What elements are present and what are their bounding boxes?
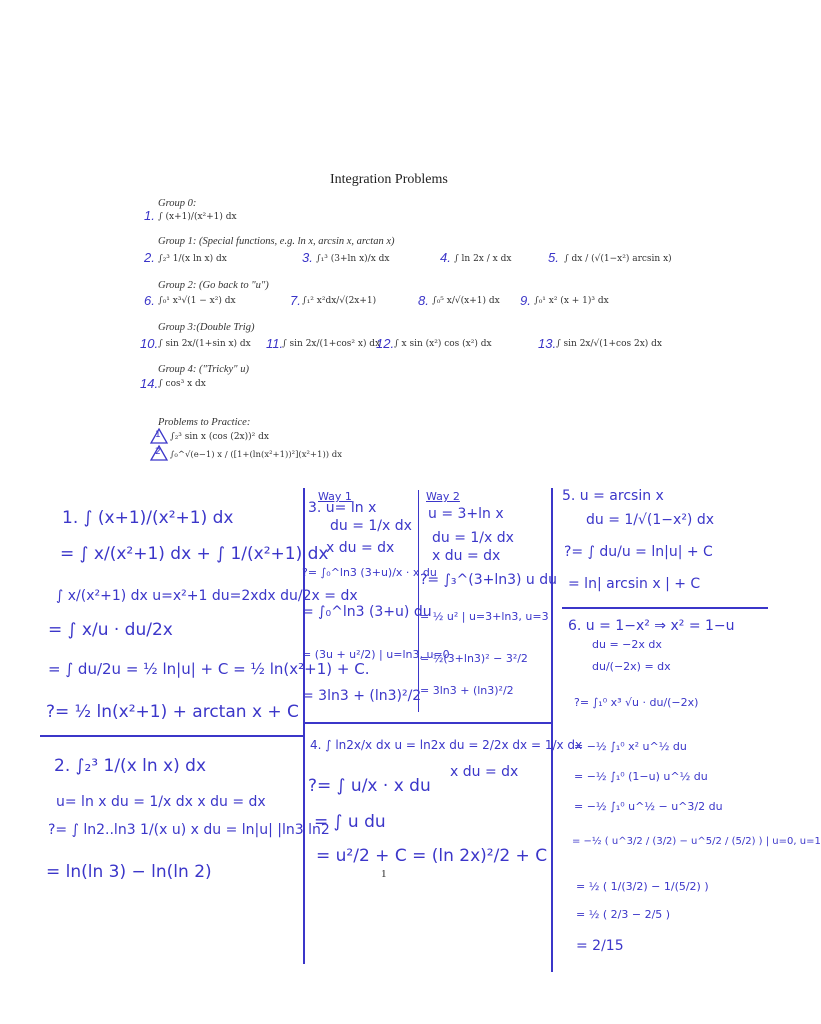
solution-4-line: = ∫ u du <box>314 812 386 832</box>
problem-2-number: 2. <box>144 250 155 265</box>
way-1-label: Way 1 <box>318 490 352 503</box>
solution-4-line: = u²/2 + C = (ln 2x)²/2 + C <box>316 846 548 866</box>
solution-5-line: = ln| arcsin x | + C <box>568 576 701 592</box>
solution-3b-line: x du = dx <box>432 548 501 564</box>
solution-6-line: = −½ ∫₁⁰ (1−u) u^½ du <box>574 770 708 783</box>
solution-3b-line: = ½(3+ln3)² − 3²/2 <box>420 652 528 665</box>
problem-2: ∫₂³ 1/(x ln x) dx <box>158 254 227 264</box>
solution-3b-line: = 3ln3 + (ln3)²/2 <box>420 684 514 697</box>
solution-3b-line: du = 1/x dx <box>432 530 514 546</box>
problem-13-number: 13. <box>538 336 557 351</box>
problem-1-number: 1. <box>144 208 155 223</box>
divider-horizontal-right <box>562 607 768 609</box>
problem-5: ∫ dx / (√(1−x²) arcsin x) <box>564 254 672 264</box>
problem-14: ∫ cos³ x dx <box>158 379 206 389</box>
solution-4-line: ?= ∫ u/x · x du <box>308 776 431 796</box>
solution-3-line: du = 1/x dx <box>330 518 412 534</box>
solution-3-line: = ∫₀^ln3 (3+u) du <box>302 604 432 620</box>
problem-8-number: 8. <box>418 293 429 308</box>
solution-6-line: = ½ ( 1/(3/2) − 1/(5/2) ) <box>576 880 709 893</box>
solution-1-line: = ∫ du/2u = ½ ln|u| + C = ½ ln(x²+1) + C. <box>48 660 370 678</box>
solution-1-line: = ∫ x/u · du/2x <box>48 620 173 640</box>
solution-2-line: 2. ∫₂³ 1/(x ln x) dx <box>54 756 207 776</box>
problem-4-number: 4. <box>440 250 451 265</box>
problem-12-number: 12. <box>376 336 395 351</box>
problem-9-number: 9. <box>520 293 531 308</box>
problem-14-number: 14. <box>140 376 159 391</box>
problem-4: ∫ ln 2x / x dx <box>454 254 512 264</box>
solution-2-line: u= ln x du = 1/x dx x du = dx <box>56 794 266 810</box>
problem-7-number: 7. <box>290 293 301 308</box>
solution-3b-line: u = 3+ln x <box>428 506 504 522</box>
solution-6-line: 6. u = 1−x² ⇒ x² = 1−u <box>568 618 735 634</box>
solution-3-line: = 3ln3 + (ln3)²/2 <box>302 688 422 704</box>
divider-horizontal-middle <box>304 722 552 724</box>
problem-8: ∫₀⁵ x/√(x+1) dx <box>432 296 500 306</box>
solution-6-line: = ½ ( 2/3 − 2/5 ) <box>576 908 671 921</box>
practice-1-number: 1 <box>155 430 161 440</box>
solution-3-line: x du = dx <box>326 540 395 556</box>
solution-3b-line: ?= ∫₃^(3+ln3) u du <box>420 572 558 588</box>
divider-vertical-right <box>551 488 553 972</box>
problem-11: ∫ sin 2x/(1+cos² x) dx <box>282 339 381 349</box>
solution-4-line: 4. ∫ ln2x/x dx u = ln2x du = 2/2x dx = 1/x dx <box>310 738 583 752</box>
group-3-label: Group 3:(Double Trig) <box>158 322 255 333</box>
practice-heading: Problems to Practice: <box>158 417 251 428</box>
solution-3b-line: = ½ u² | u=3+ln3, u=3 <box>420 610 549 623</box>
solution-2-line: ?= ∫ ln2..ln3 1/(x u) x du = ln|u| |ln3 ln2 <box>48 822 330 838</box>
solution-1-line: = ∫ x/(x²+1) dx + ∫ 1/(x²+1) dx <box>60 544 329 564</box>
practice-1: ∫₂³ sin x (cos (2x))² dx <box>170 432 269 442</box>
solution-3-line: ?= ∫₀^ln3 (3+u)/x · x du <box>302 566 437 579</box>
solution-6-line: = −½ ( u^3/2 / (3/2) − u^5/2 / (5/2) ) | u=0, u=1 <box>572 836 821 847</box>
problem-6-number: 6. <box>144 293 155 308</box>
solution-6-line: = −½ ∫₁⁰ u^½ − u^3/2 du <box>574 800 723 813</box>
problem-3: ∫₁³ (3+ln x)/x dx <box>316 254 390 264</box>
problem-5-number: 5. <box>548 250 559 265</box>
practice-2: ∫₀^√(e−1) x / ([1+(ln(x²+1))²](x²+1)) dx <box>170 450 343 460</box>
problem-12: ∫ x sin (x²) cos (x²) dx <box>394 339 492 349</box>
page-title: Integration Problems <box>330 172 448 187</box>
solution-6-line: = 2/15 <box>576 938 624 954</box>
group-0-label: Group 0: <box>158 198 197 209</box>
problem-10: ∫ sin 2x/(1+sin x) dx <box>158 339 251 349</box>
problem-13: ∫ sin 2x/√(1+cos 2x) dx <box>556 339 663 349</box>
solution-2-line: = ln(ln 3) − ln(ln 2) <box>46 862 212 882</box>
group-2-label: Group 2: (Go back to "u") <box>158 280 269 291</box>
problem-1: ∫ (x+1)/(x²+1) dx <box>158 212 237 222</box>
solution-6-line: = −½ ∫₁⁰ x² u^½ du <box>574 740 687 753</box>
divider-horizontal-left <box>40 735 304 737</box>
solution-6-line: du = −2x dx <box>592 638 662 651</box>
solution-1-line: 1. ∫ (x+1)/(x²+1) dx <box>62 508 234 528</box>
solution-5-line: 5. u = arcsin x <box>562 488 664 504</box>
problem-3-number: 3. <box>302 250 313 265</box>
way-2-label: Way 2 <box>426 490 460 503</box>
solution-3-line: 3. u= ln x <box>308 500 377 516</box>
solution-1-line: ∫ x/(x²+1) dx u=x²+1 du=2xdx du/2x = dx <box>56 588 358 604</box>
solution-3-line: = (3u + u²/2) | u=ln3, u=0 <box>302 648 450 661</box>
solution-1-line: ?= ½ ln(x²+1) + arctan x + C <box>46 702 299 722</box>
practice-2-number: 2 <box>155 447 161 457</box>
solution-6-line: du/(−2x) = dx <box>592 660 671 673</box>
solution-5-line: du = 1/√(1−x²) dx <box>586 512 715 528</box>
group-1-label: Group 1: (Special functions, e.g. ln x, arcsin x, arctan x) <box>158 236 395 247</box>
solution-6-line: ?= ∫₁⁰ x³ √u · du/(−2x) <box>574 696 699 709</box>
solution-5-line: ?= ∫ du/u = ln|u| + C <box>564 544 713 560</box>
group-4-label: Group 4: ("Tricky" u) <box>158 364 249 375</box>
problem-11-number: 11. <box>266 336 284 351</box>
page-number: 1 <box>381 868 387 880</box>
problem-10-number: 10. <box>140 336 159 351</box>
problem-7: ∫₁² x²dx/√(2x+1) <box>302 296 377 306</box>
solution-4-line: x du = dx <box>450 764 519 780</box>
problem-6: ∫₀¹ x³√(1 − x²) dx <box>158 296 236 306</box>
divider-vertical-way <box>418 490 419 712</box>
problem-9: ∫₀¹ x² (x + 1)³ dx <box>534 296 609 306</box>
